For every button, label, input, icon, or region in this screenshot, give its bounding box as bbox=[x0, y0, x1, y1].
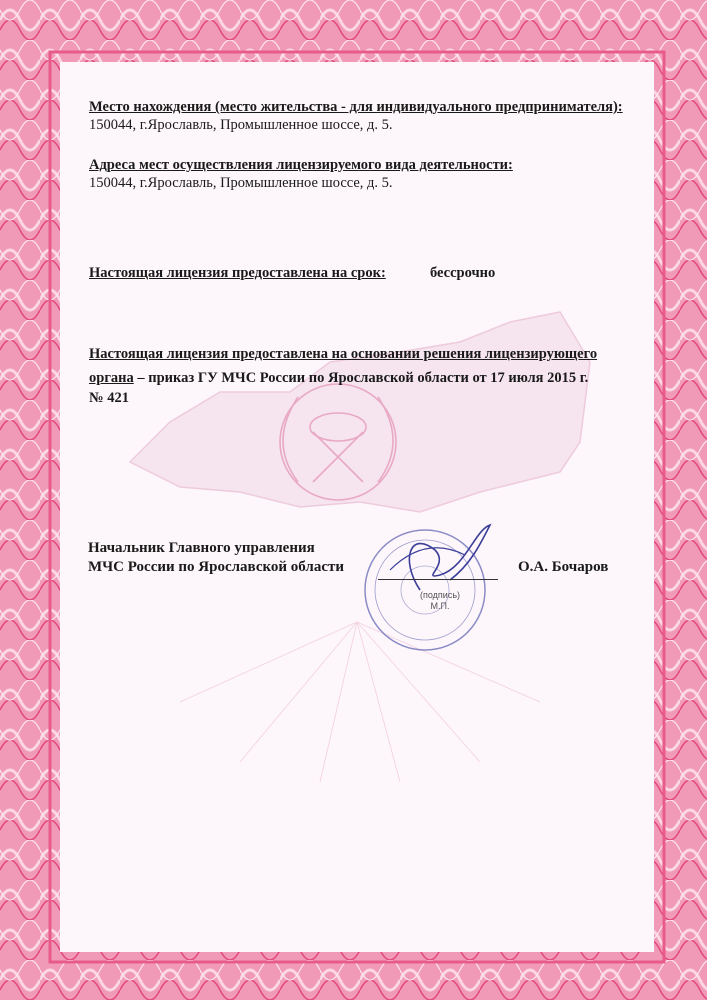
signature-line bbox=[378, 579, 498, 580]
signature-caption: (подпись) bbox=[419, 590, 461, 600]
basis-line-3: № 421 bbox=[89, 390, 129, 406]
basis-line-2 bbox=[89, 369, 588, 387]
basis-line-1: Настоящая лицензия предоставлена на основании решения лицензирующего bbox=[89, 346, 598, 362]
term-value: бессрочно bbox=[430, 265, 496, 281]
activity-address-value: 150044, г.Ярославль, Промышленное шоссе, д. 5. bbox=[89, 175, 393, 191]
seal-caption: М.П. bbox=[430, 601, 450, 611]
document-body bbox=[60, 62, 654, 952]
basis-order-text: – приказ ГУ МЧС России по Ярославской области от 17 июля 2015 г. bbox=[133, 370, 589, 386]
signatory-title-line-2: МЧС России по Ярославской области bbox=[88, 559, 345, 575]
term-label: Настоящая лицензия предоставлена на срок: bbox=[89, 265, 386, 281]
background-map-emblem bbox=[60, 62, 654, 952]
signatory-title-line-1: Начальник Главного управления bbox=[88, 540, 315, 556]
basis-organ-word: органа bbox=[89, 370, 134, 386]
address-value: 150044, г.Ярославль, Промышленное шоссе, д. 5. bbox=[89, 117, 393, 133]
activity-address-label: Адреса мест осуществления лицензируемого вида деятельности: bbox=[89, 157, 513, 173]
handwritten-signature bbox=[380, 520, 500, 600]
signatory-name: О.А. Бочаров bbox=[518, 559, 609, 575]
address-label: Место нахождения (место жительства - для индивидуального предпринимателя): bbox=[89, 99, 623, 115]
